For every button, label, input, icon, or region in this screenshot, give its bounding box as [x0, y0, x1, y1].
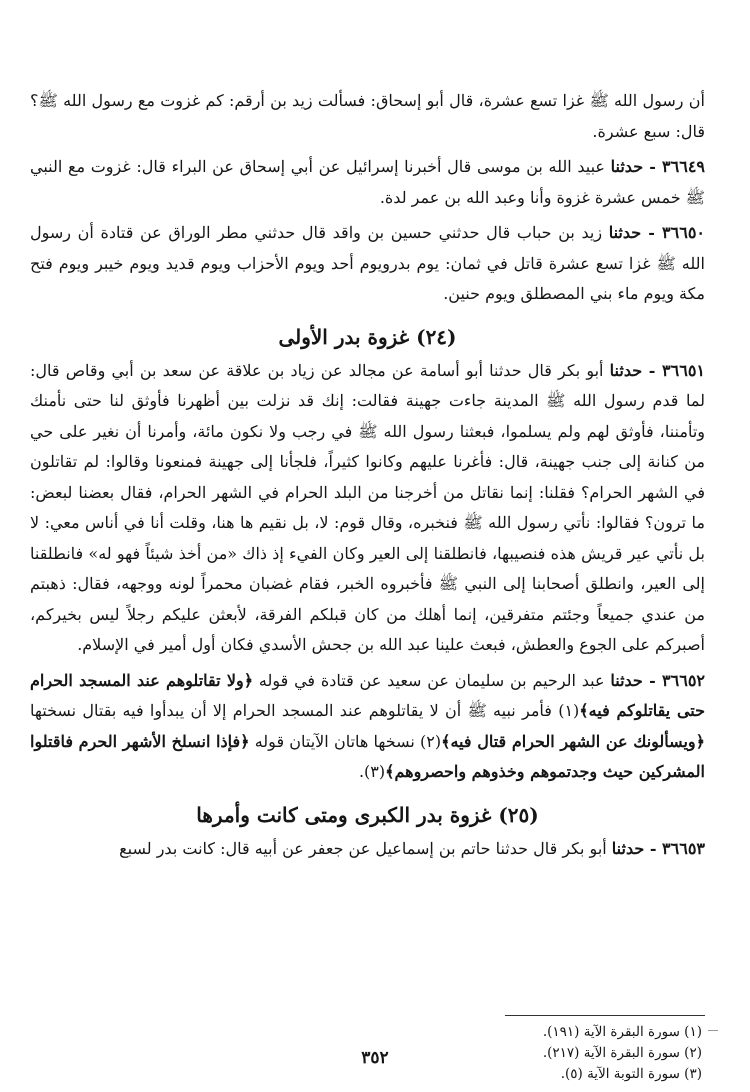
hadith-text: عبيد الله بن موسى قال أخبرنا إسرائيل عن أبي إسحاق عن البراء قال: غزوت مع النبي ﷺ خمس عشرة غزوة وأنا وعبد الله بن عمر لدة. [30, 157, 705, 207]
quran-verse: ﴿ويسألونك عن الشهر الحرام قتال فيه﴾ [441, 731, 705, 751]
footnote-1: (١) سورة البقرة الآية (١٩١). [542, 1024, 702, 1040]
quran-verse: ﴿فإذا انسلخ الأشهر الحرم فاقتلوا المشركين حيث وجدتموهم وخذوهم واحصروهم﴾ [30, 731, 705, 781]
hadith-text: عبد الرحيم بن سليمان عن سعيد عن قتادة في قوله [253, 670, 611, 690]
hadith-text: أبو بكر قال حدثنا حاتم بن إسماعيل عن جعفر عن أبيه قال: كانت بدر لسبع [119, 838, 612, 858]
hadith-number: ٣٦٦٥٢ - حدثنا [610, 670, 706, 690]
hadith-36651 [30, 356, 705, 661]
hadith-36653 [30, 834, 705, 865]
main-text [30, 86, 705, 864]
hadith-number: ٣٦٦٤٩ - حدثنا [610, 157, 705, 176]
section-heading-25: (٢٥) غزوة بدر الكبرى ومتى كانت وأمرها [196, 802, 539, 827]
footnote-3: (٣) سورة التوبة الآية (٥). [560, 1066, 702, 1082]
hadith-text: زيد بن حباب قال حدثني حسين بن واقد قال حدثني مطر الوراق عن قتادة أن رسول الله ﷺ غزا تسع عشرة قاتل في ثمان: يوم بدرويوم أحد ويوم الأحزاب ويوم قديد ويوم خيبر ويوم فتح مكة ويوم ماء بني المصطلق ويوم حنين. [30, 223, 705, 303]
footnote-ref: (٣). [358, 762, 386, 781]
section-heading-24: (٢٤) غزوة بدر الأولى [278, 324, 457, 349]
hadith-number: ٣٦٦٥٣ - حدثنا [611, 838, 705, 858]
hadith-text: (١) فأمر نبيه ﷺ أن لا يقاتلوهم عند المسجد الحرام إلا أن يبدأوا فيه بقتال نسختها [30, 701, 580, 720]
hadith-36650 [30, 218, 705, 310]
paragraph-continuation [30, 86, 705, 147]
page-number: ٣٥٢ [361, 1048, 389, 1068]
paragraph-text: أن رسول الله ﷺ غزا تسع عشرة، قال أبو إسحاق: فسألت زيد بن أرقم: كم غزوت مع رسول الله ﷺ؟ قال: سبع عشرة. [30, 91, 705, 141]
hadith-number: ٣٦٦٥١ - حدثنا [609, 360, 705, 380]
quran-verse: ﴿ولا تقاتلوهم عند المسجد الحرام حتى يقاتلوكم فيه﴾ [30, 670, 706, 720]
hadith-text: أبو بكر قال حدثنا أبو أسامة عن مجالد عن زياد بن علاقة عن سعد بن أبي وقاص قال: لما قدم رسول الله ﷺ المدينة جاءت جهينة فقالت: إنك قد نزلت بين أظهرنا فأوثق لنا حتى نأمنك وتأمننا، فأوثق لهم ولم يسلموا، فبعثنا رسول الله ﷺ في رجب ولا نكون مائة، وأمرنا أن نغير على حي من كنانة إلى جنب جهينة، قال: فأغرنا عليهم وكانوا كثيراً، فلجأنا إلى جهينة فمنعونا وقالوا: لم تقاتلون في الشهر الحرام؟ فقلنا: إنما نقاتل من أخرجنا من البلد الحرام في الشهر الحرام، فقال بعضنا لبعض: ما ترون؟ فقالوا: نأتي رسول الله ﷺ فنخبره، وقال قوم: لا، بل نقيم ها هنا، وقلت أنا في أناس معي: لا بل نأتي عير قريش هذه فنصيبها، فانطلقنا إلى العير وكان الفيء إذ ذاك «من أخذ شيئاً فهو له» فانطلقنا إلى العير، وانطلق أصحابنا إلى النبي ﷺ فأخبروه الخبر، فقام غضبان محمراً لونه ووجهه، فقال: ذهبتم من عندي جميعاً وجئتم متفرقين، إنما أهلك من كان قبلكم الفرقة، لأبعثن عليكم رجلاً ليس بخيركم، أصبركم على الجوع والعطش، فبعث علينا عبد الله بن جحش الأسدي فكان أول أمير في الإسلام. [30, 360, 706, 654]
hadith-number: ٣٦٦٥٠ - حدثنا [608, 223, 706, 242]
hadith-text: (٢) نسخها هاتان الآيتان قوله [249, 731, 442, 751]
scan-speck [708, 1030, 718, 1031]
hadith-36652 [30, 666, 705, 788]
footnote-divider [505, 1015, 705, 1016]
footnote-2: (٢) سورة البقرة الآية (٢١٧). [542, 1045, 702, 1061]
hadith-36649 [30, 152, 705, 213]
